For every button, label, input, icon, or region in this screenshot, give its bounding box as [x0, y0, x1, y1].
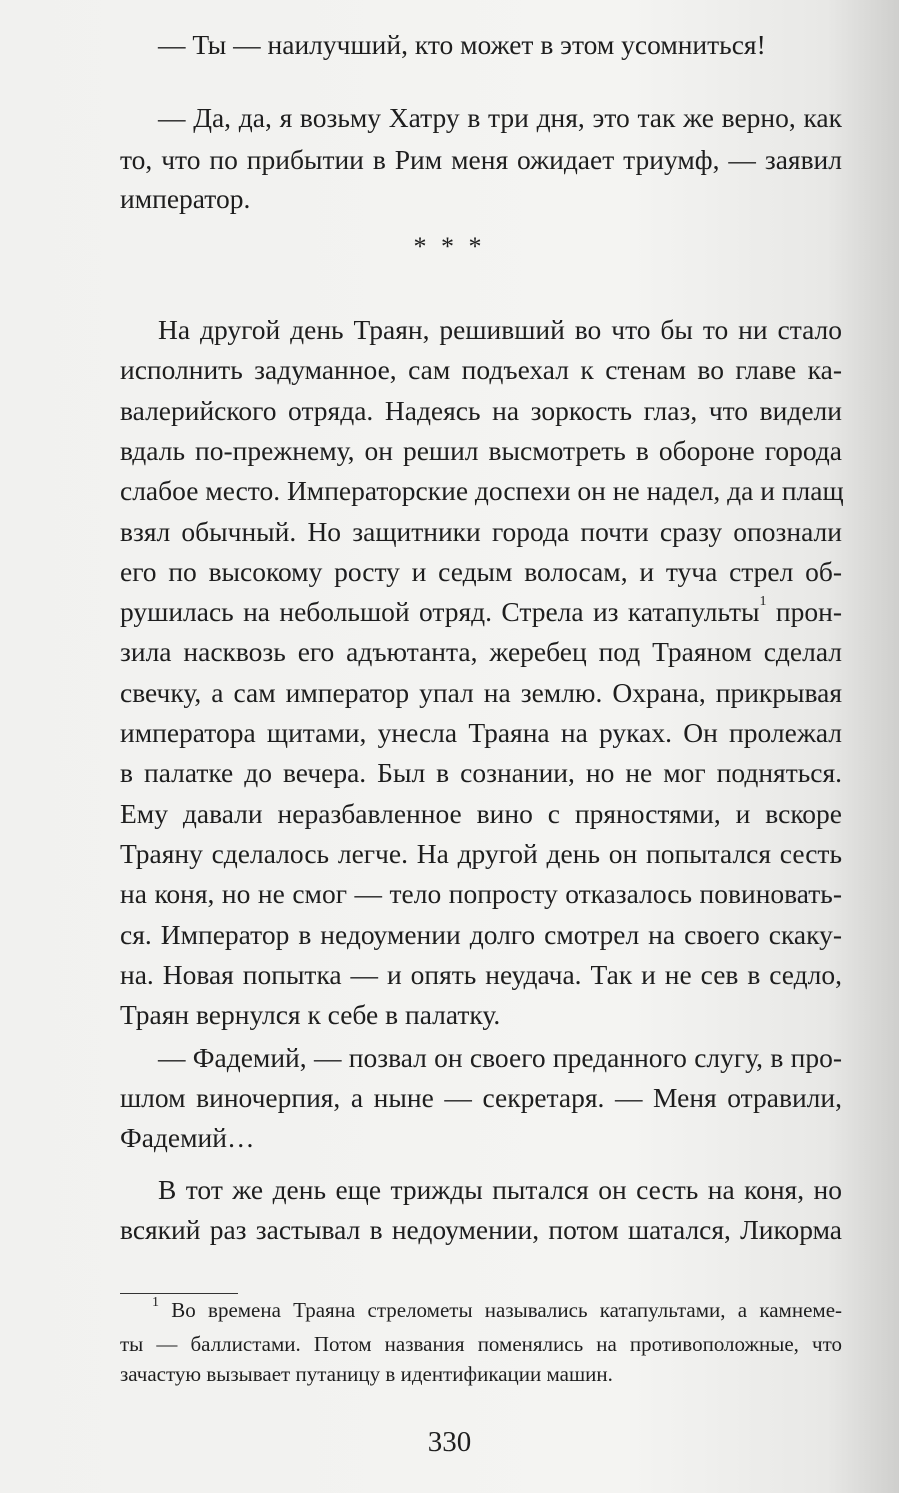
text-line: ся. Император в недоумении долго смотрел на своего скаку-: [120, 919, 842, 950]
text-span: рушилась на небольшой отряд. Стрела из катапульты: [120, 596, 760, 627]
text-line: шлом виночерпия, а ныне — секретаря. — Меня отравили,: [120, 1082, 842, 1113]
text-line: — Ты — наилучший, кто может в этом усомниться!: [158, 29, 766, 60]
text-line: исполнить задуманное, сам подъехал к стенам во главе ка-: [120, 354, 842, 385]
text-line: свечку, а сам император упал на землю. Охрана, прикрывая: [120, 677, 842, 708]
text-line: Фадемий…: [120, 1122, 255, 1153]
text-line: императора щитами, унесла Траяна на руках. Он пролежал: [120, 717, 842, 748]
footnote-rule: [120, 1293, 238, 1294]
footnote-text: Во времена Траяна стрелометы назывались катапультами, а камнеме-: [171, 1298, 843, 1322]
text-line: Ему давали неразбавленное вино с пряностями, и вскоре: [120, 798, 842, 829]
text-line: В тот же день еще трижды пытался он сесть на коня, но: [158, 1174, 842, 1205]
text-line: в палатке до вечера. Был в сознании, но не мог подняться.: [120, 757, 842, 788]
text-line: император.: [120, 183, 251, 214]
text-span: прон-: [766, 596, 843, 627]
text-line: Траян вернулся к себе в палатку.: [120, 999, 501, 1030]
text-line: — Фадемий, — позвал он своего преданного слугу, в про-: [158, 1042, 842, 1073]
text-line: всякий раз застывал в недоумении, потом шатался, Ликорма: [120, 1214, 842, 1245]
text-line: — Да, да, я возьму Хатру в три дня, это так же верно, как: [158, 102, 842, 133]
text-line: вдаль по-прежнему, он решил высмотреть в обороне города: [120, 435, 842, 466]
footnote-line: зачастую вызывает путаницу в идентификации машин.: [120, 1362, 613, 1386]
footnote-reference[interactable]: 1: [759, 594, 767, 609]
text-line: его по высокому росту и седым волосам, и туча стрел об-: [120, 556, 842, 587]
text-line: валерийского отряда. Надеясь на зоркость глаз, что видели: [120, 395, 842, 426]
footnote-line: ты — баллистами. Потом названия поменялись на противоположные, что: [120, 1332, 842, 1356]
text-line: на. Новая попытка — и опять неудача. Так и не сев в седло,: [120, 959, 842, 990]
text-line: взял обычный. Но защитники города почти сразу опознали: [120, 516, 842, 547]
text-line: зила насквозь его адъютанта, жеребец под Траяном сделал: [120, 636, 842, 667]
text-line: На другой день Траян, решивший во что бы то ни стало: [158, 314, 842, 345]
text-line: слабое место. Императорские доспехи он не надел, да и плащ: [120, 475, 844, 506]
text-line: то, что по прибытии в Рим меня ожидает триумф, — заявил: [120, 144, 842, 175]
text-line: [120, 595, 842, 629]
page-number: 330: [427, 1426, 472, 1458]
footnote-line: [152, 1296, 842, 1324]
section-separator: * * *: [413, 232, 486, 261]
footnote-marker: 1: [152, 1295, 159, 1310]
text-line: на коня, но не смог — тело попросту отказалось повиновать-: [120, 878, 842, 909]
text-line: Траяну сделалось легче. На другой день он попытался сесть: [120, 838, 842, 869]
